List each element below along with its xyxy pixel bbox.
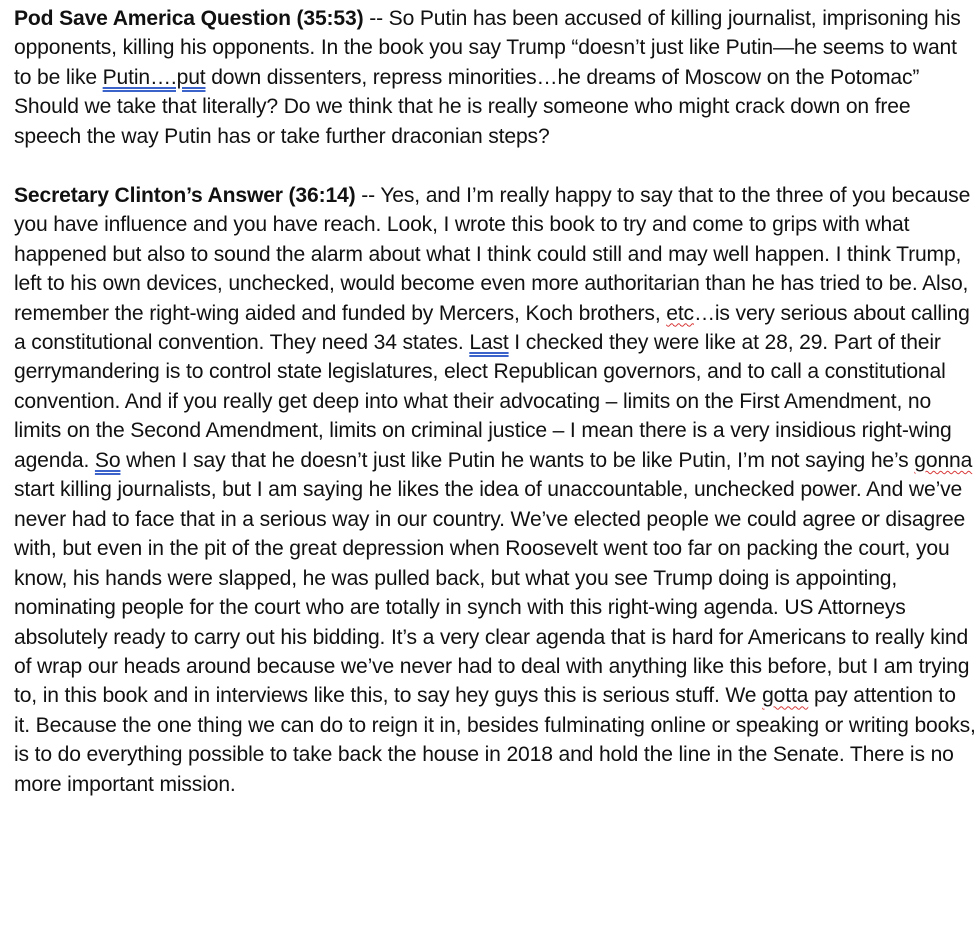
spelling-flag-etc: etc <box>666 301 694 325</box>
question-text-2: down dissenters, repress minorities…he dreams of Moscow on the Potomac” Should we take that literally? Do we think that he is really someone who might crack down on free speech the way Putin has or take further draconian steps? <box>14 65 920 148</box>
answer-text-3: I checked they were like at 28, 29. Part of their gerrymandering is to control state legislatures, elect Republican governors, and to call a constitutional convention. And if you really get deep into what their advocating – limits on the First Amendment, no limits on the Second Amendment, limits on criminal justice – I mean there is a very insidious right-wing agenda. <box>14 330 952 472</box>
paragraph-spacer <box>14 151 976 180</box>
answer-separator: -- <box>355 183 381 207</box>
document-page <box>14 4 976 799</box>
spelling-flag-gotta: gotta <box>762 684 809 708</box>
question-heading: Pod Save America Question (35:53) <box>14 7 364 30</box>
grammar-flag-putin: Putin….put <box>102 65 206 89</box>
answer-text-2: …is very serious about calling a constitutional convention. They need 34 states. <box>14 301 970 354</box>
answer-text-6: pay attention to it. Because the one thing we can do to reign it in, besides fulminating online or speaking or writing books, is to do everything possible to take back the house in 2018 and hold the line in the Senate. There is no more important mission. <box>14 684 976 796</box>
answer-text-5: start killing journalists, but I am saying he likes the idea of unaccountable, unchecked power. And we’ve never had to face that in a serious way in our country. We’ve elected people we could agree or disagree with, but even in the pit of the great depression when Roosevelt went too far on packing the court, you know, his hands were slapped, he was pulled back, but what you see Trump doing is appointing, nominating people for the court who are totally in synch with this right-wing agenda. US Attorneys absolutely ready to carry out his bidding. It’s a very clear agenda that is hard for Americans to really kind of wrap our heads around because we’ve never had to deal with anything like this before, but I am trying to, in this book and in interviews like this, to say hey guys this is serious stuff. We <box>14 478 970 708</box>
question-paragraph <box>14 4 976 151</box>
grammar-flag-so: So <box>94 448 121 472</box>
question-separator: -- <box>363 7 389 30</box>
spelling-flag-gonna: gonna <box>914 448 973 472</box>
question-text-1: So Putin has been accused of killing journalist, imprisoning his opponents, killing his opponents. In the book you say Trump “doesn’t just like Putin—he seems to want to be like <box>14 7 961 89</box>
answer-heading: Secretary Clinton’s Answer (36:14) <box>14 183 356 207</box>
answer-text-4: when I say that he doesn’t just like Putin he wants to be like Putin, I’m not saying he’s <box>120 448 915 472</box>
answer-paragraph <box>14 181 976 800</box>
answer-text-1: Yes, and I’m really happy to say that to the three of you because you have influence and you have reach. Look, I wrote this book to try and come to grips with what happened but also to sound the alarm about what I think could still and may well happen. I think Trump, left to his own devices, unchecked, would become even more authoritarian than he has tried to be. Also, remember the right-wing aided and funded by Mercers, Koch brothers, <box>14 183 971 325</box>
grammar-flag-last: Last <box>469 330 509 354</box>
